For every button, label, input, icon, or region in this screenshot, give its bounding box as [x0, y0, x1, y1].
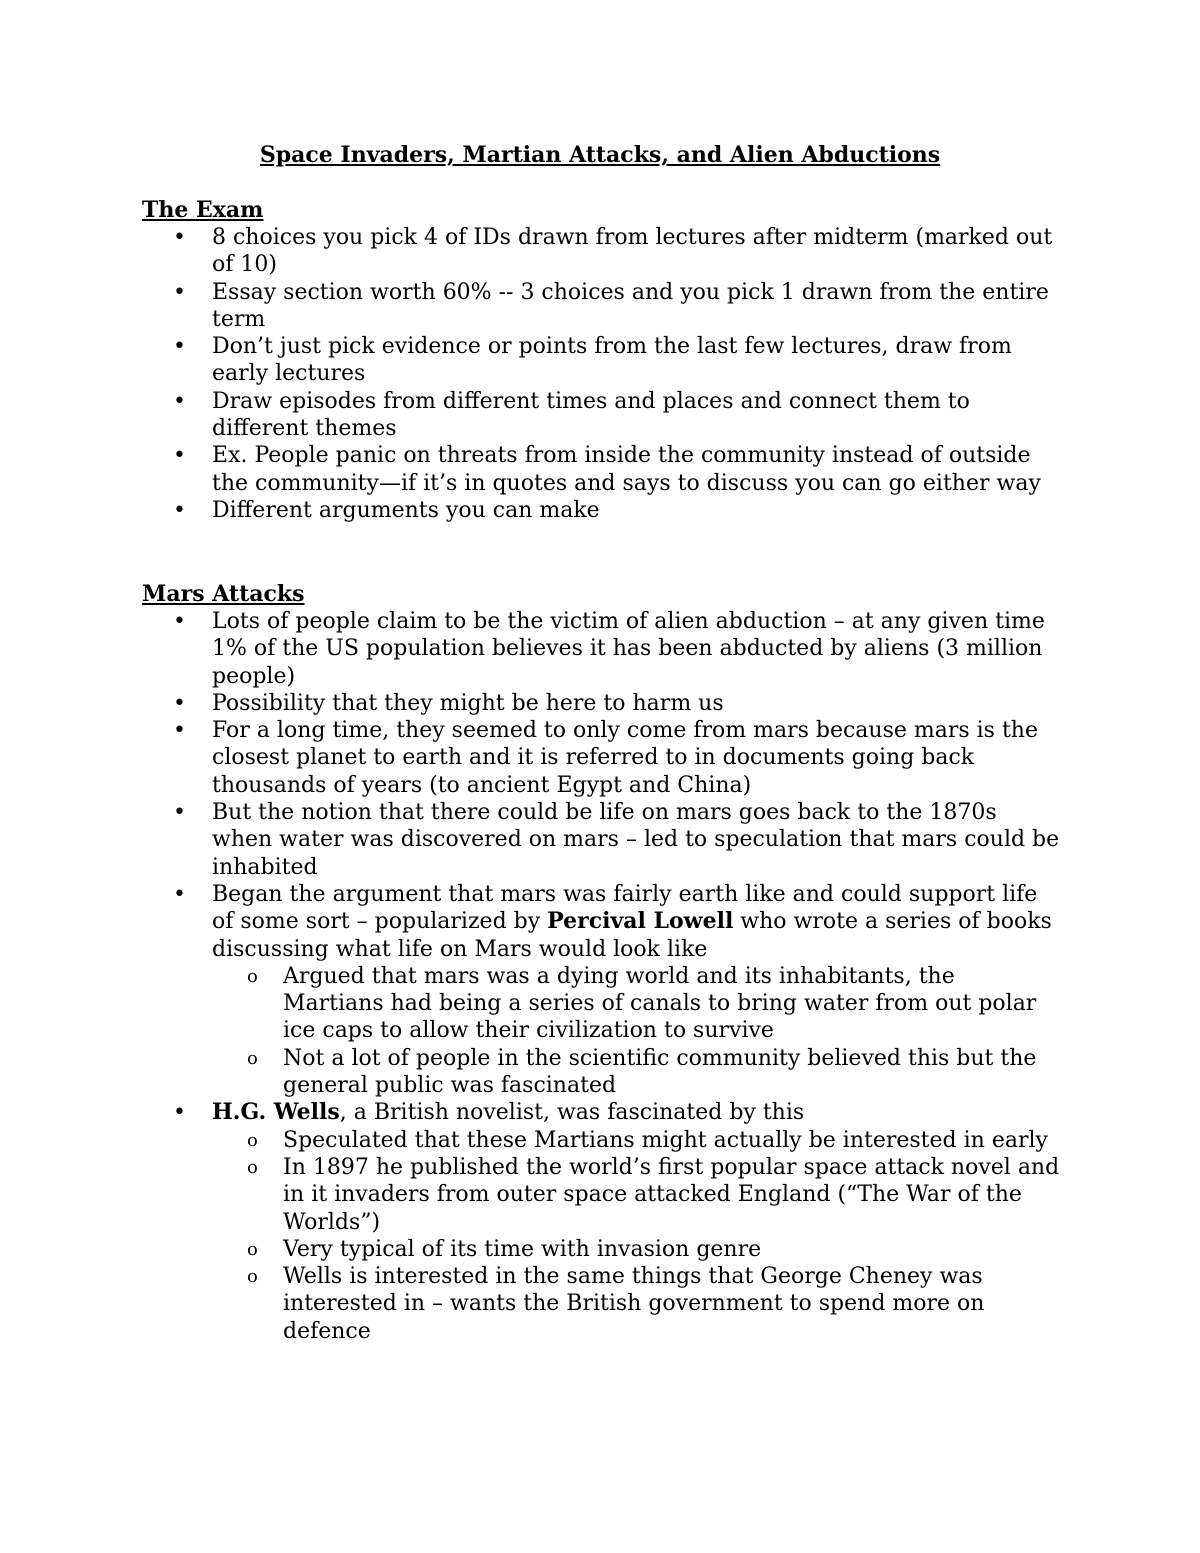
bullet-icon: •: [173, 1100, 186, 1126]
list-item: [142, 388, 1062, 443]
bullet-icon: •: [173, 334, 186, 360]
bullet-icon: •: [173, 497, 186, 523]
sub-list-item-text: In 1897 he published the world’s first popular space attack novel and in it invaders from outer space attacked England (“The War of the Worlds”): [283, 1154, 1060, 1235]
sub-bullet-icon: o: [247, 965, 258, 987]
bullet-icon: •: [173, 279, 186, 305]
text-run: Began the argument that mars was fairly earth like and could support life of some sort – popularized by: [212, 881, 1038, 935]
bullet-list: [142, 224, 1062, 524]
bullet-icon: •: [173, 443, 186, 469]
text-run: who wrote a series of books discussing what life on Mars would look like: [212, 909, 1052, 962]
list-item-text: But the notion that there could be life on mars goes back to the 1870s when water was discovered on mars – led to speculation that mars could be inhabited: [212, 800, 1060, 880]
bullet-icon: •: [173, 690, 186, 716]
sub-list-item-text: Not a lot of people in the scientific community believed this but the general public was fascinated: [283, 1045, 1037, 1099]
bullet-icon: •: [173, 609, 186, 634]
list-item-text: 8 choices you pick 4 of IDs drawn from lectures after midterm (marked out of 10): [212, 225, 1053, 278]
list-item: [142, 279, 1062, 334]
list-item-text: [212, 882, 1052, 962]
list-item: [142, 690, 1062, 717]
sub-list-item: [212, 963, 1062, 1045]
list-item: [142, 497, 1062, 524]
sub-list-item-text: Argued that mars was a dying world and its inhabitants, the Martians had being a series of canals to bring water from out polar ice caps to allow their civilization to survive: [283, 963, 1037, 1044]
sub-bullet-icon: o: [247, 1266, 258, 1288]
bold-name-percival-lowell: Percival Lowell: [547, 908, 734, 935]
section-the-exam: [142, 196, 1062, 524]
document-title: Space Invaders, Martian Attacks, and Alien Abductions: [259, 142, 941, 168]
sub-bullet-icon: o: [247, 1047, 258, 1069]
sub-bullet-list: [212, 1127, 1062, 1345]
list-item: [142, 1099, 1062, 1345]
list-item-text: For a long time, they seemed to only come from mars because mars is the closest planet to earth and it is referred to in documents going back thousands of years (to ancient Egypt and China): [212, 718, 1038, 798]
list-item: [142, 608, 1062, 690]
section-heading: Mars Attacks: [142, 581, 305, 607]
section-mars-attacks: [142, 580, 1062, 1345]
list-item: [142, 717, 1062, 799]
list-item-text: [212, 1100, 804, 1125]
sub-list-item: [212, 1127, 1062, 1154]
list-item: [142, 224, 1062, 279]
list-item-text: Different arguments you can make: [212, 497, 600, 523]
bullet-icon: •: [173, 388, 186, 414]
sub-bullet-icon: o: [247, 1129, 258, 1151]
sub-list-item: [212, 1154, 1062, 1236]
sub-bullet-list: [212, 963, 1062, 1099]
sub-list-item-text: Speculated that these Martians might actually be interested in early: [283, 1127, 1048, 1153]
bullet-icon: •: [173, 881, 186, 907]
list-item: [142, 442, 1062, 497]
sub-list-item: [212, 1045, 1062, 1100]
bullet-list: [142, 608, 1062, 1345]
bold-name-hg-wells: H.G. Wells: [212, 1099, 340, 1126]
section-heading: The Exam: [142, 197, 264, 223]
bullet-icon: •: [173, 225, 186, 250]
sub-list-item-text: Very typical of its time with invasion genre: [283, 1236, 762, 1262]
list-item-text: Lots of people claim to be the victim of alien abduction – at any given time 1% of the US population believes it has been abducted by aliens (3 million people): [212, 609, 1045, 689]
list-item-text: Essay section worth 60% -- 3 choices and you pick 1 drawn from the entire term: [212, 279, 1049, 332]
list-item-text: Draw episodes from different times and places and connect them to different themes: [212, 388, 970, 442]
list-item-text: Possibility that they might be here to harm us: [212, 690, 724, 716]
bullet-icon: •: [173, 718, 186, 744]
sub-list-item: [212, 1236, 1062, 1263]
list-item: [142, 881, 1062, 1099]
sub-bullet-icon: o: [247, 1156, 258, 1178]
list-item-text: Don’t just pick evidence or points from the last few lectures, draw from early lectures: [212, 334, 1012, 387]
sub-list-item-text: Wells is interested in the same things that George Cheney was interested in – wants the British government to spend more on defence: [283, 1264, 985, 1344]
list-item: [142, 333, 1062, 388]
sub-bullet-icon: o: [247, 1238, 258, 1260]
text-run: , a British novelist, was fascinated by this: [339, 1100, 805, 1126]
bullet-icon: •: [173, 800, 186, 826]
list-item-text: Ex. People panic on threats from inside the community instead of outside the community—if it’s in quotes and says to discuss you can go either way: [212, 443, 1041, 496]
sub-list-item: [212, 1263, 1062, 1345]
list-item: [142, 799, 1062, 881]
